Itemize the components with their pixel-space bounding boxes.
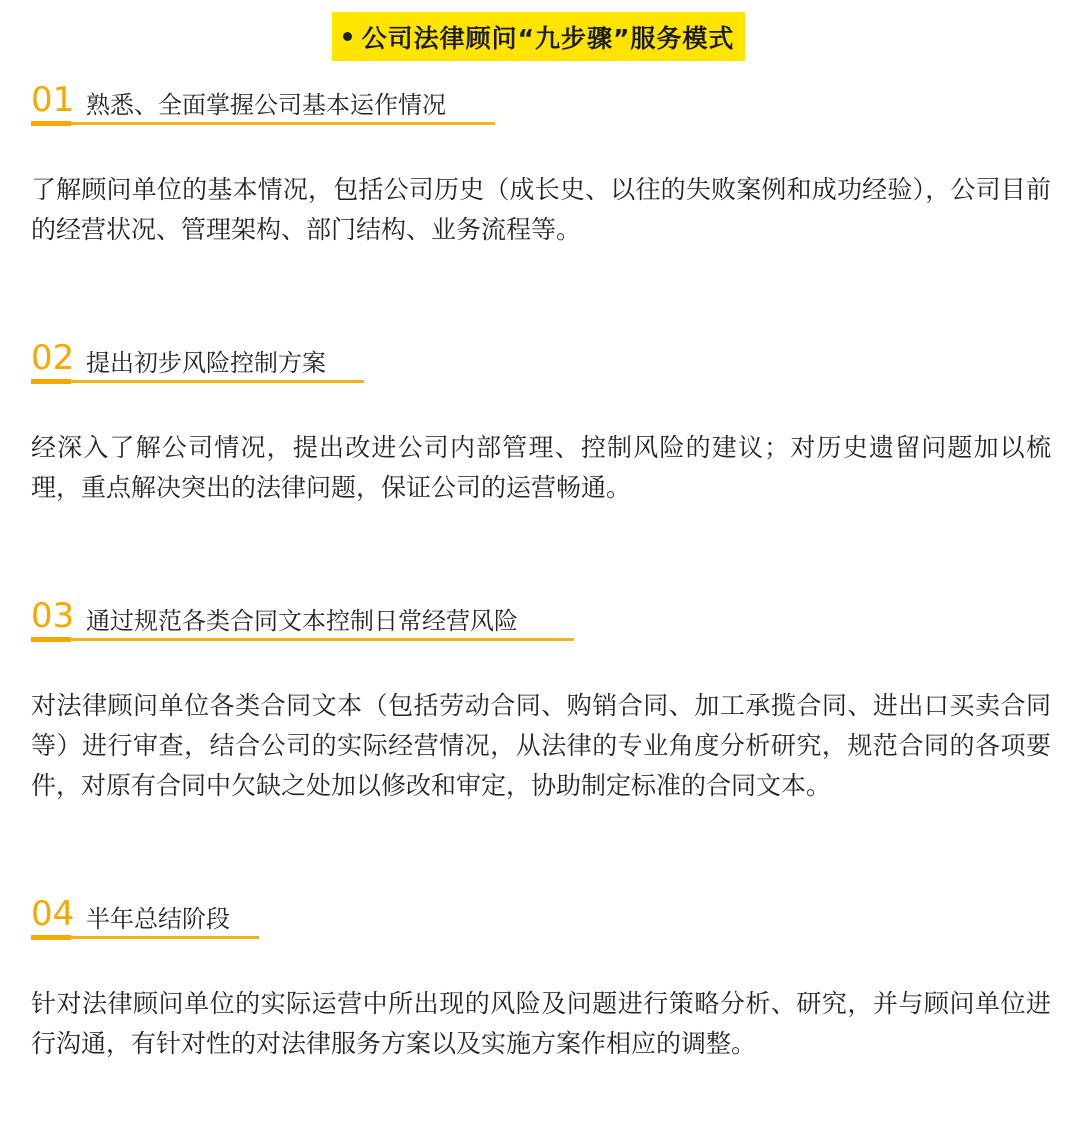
step-underline-accent [31, 637, 71, 642]
step-01 [31, 80, 1051, 244]
step-description: 经深入了解公司情况，提出改进公司内部管理、控制风险的建议；对历史遗留问题加以梳理，重点解决突出的法律问题，保证公司的运营畅通。 [31, 433, 1051, 502]
step-underline-accent [31, 121, 71, 126]
step-underline-accent [31, 379, 71, 384]
step-title: 提出初步风险控制方案 [86, 349, 326, 377]
step-underline-accent [31, 935, 71, 940]
step-header [31, 80, 1051, 128]
banner-title: 公司法律顾问“九步骤”服务模式 [361, 23, 735, 53]
step-title: 通过规范各类合同文本控制日常经营风险 [86, 607, 518, 635]
bullet-dot-icon [343, 32, 352, 41]
step-description: 针对法律顾问单位的实际运营中所出现的风险及问题进行策略分析、研究，并与顾问单位进行沟通，有针对性的对法律服务方案以及实施方案作相应的调整。 [31, 989, 1051, 1058]
step-04 [31, 894, 1051, 1058]
step-number: 03 [31, 596, 75, 636]
step-02 [31, 338, 1051, 502]
step-number: 02 [31, 338, 75, 378]
section-banner [332, 12, 745, 61]
step-description: 了解顾问单位的基本情况，包括公司历史（成长史、以往的失败案例和成功经验），公司目前的经营状况、管理架构、部门结构、业务流程等。 [31, 175, 1051, 244]
step-title: 熟悉、全面掌握公司基本运作情况 [86, 91, 446, 119]
step-header [31, 338, 1051, 386]
step-header [31, 894, 1051, 942]
step-03 [31, 596, 1051, 800]
step-underline [31, 638, 574, 641]
step-title: 半年总结阶段 [86, 905, 230, 933]
step-underline [31, 122, 495, 125]
step-number: 01 [31, 80, 75, 120]
step-description: 对法律顾问单位各类合同文本（包括劳动合同、购销合同、加工承揽合同、进出口买卖合同等）进行审查，结合公司的实际经营情况，从法律的专业角度分析研究，规范合同的各项要件，对原有合同中欠缺之处加以修改和审定，协助制定标准的合同文本。 [31, 691, 1051, 800]
step-header [31, 596, 1051, 644]
step-underline [31, 380, 364, 383]
step-number: 04 [31, 894, 75, 934]
